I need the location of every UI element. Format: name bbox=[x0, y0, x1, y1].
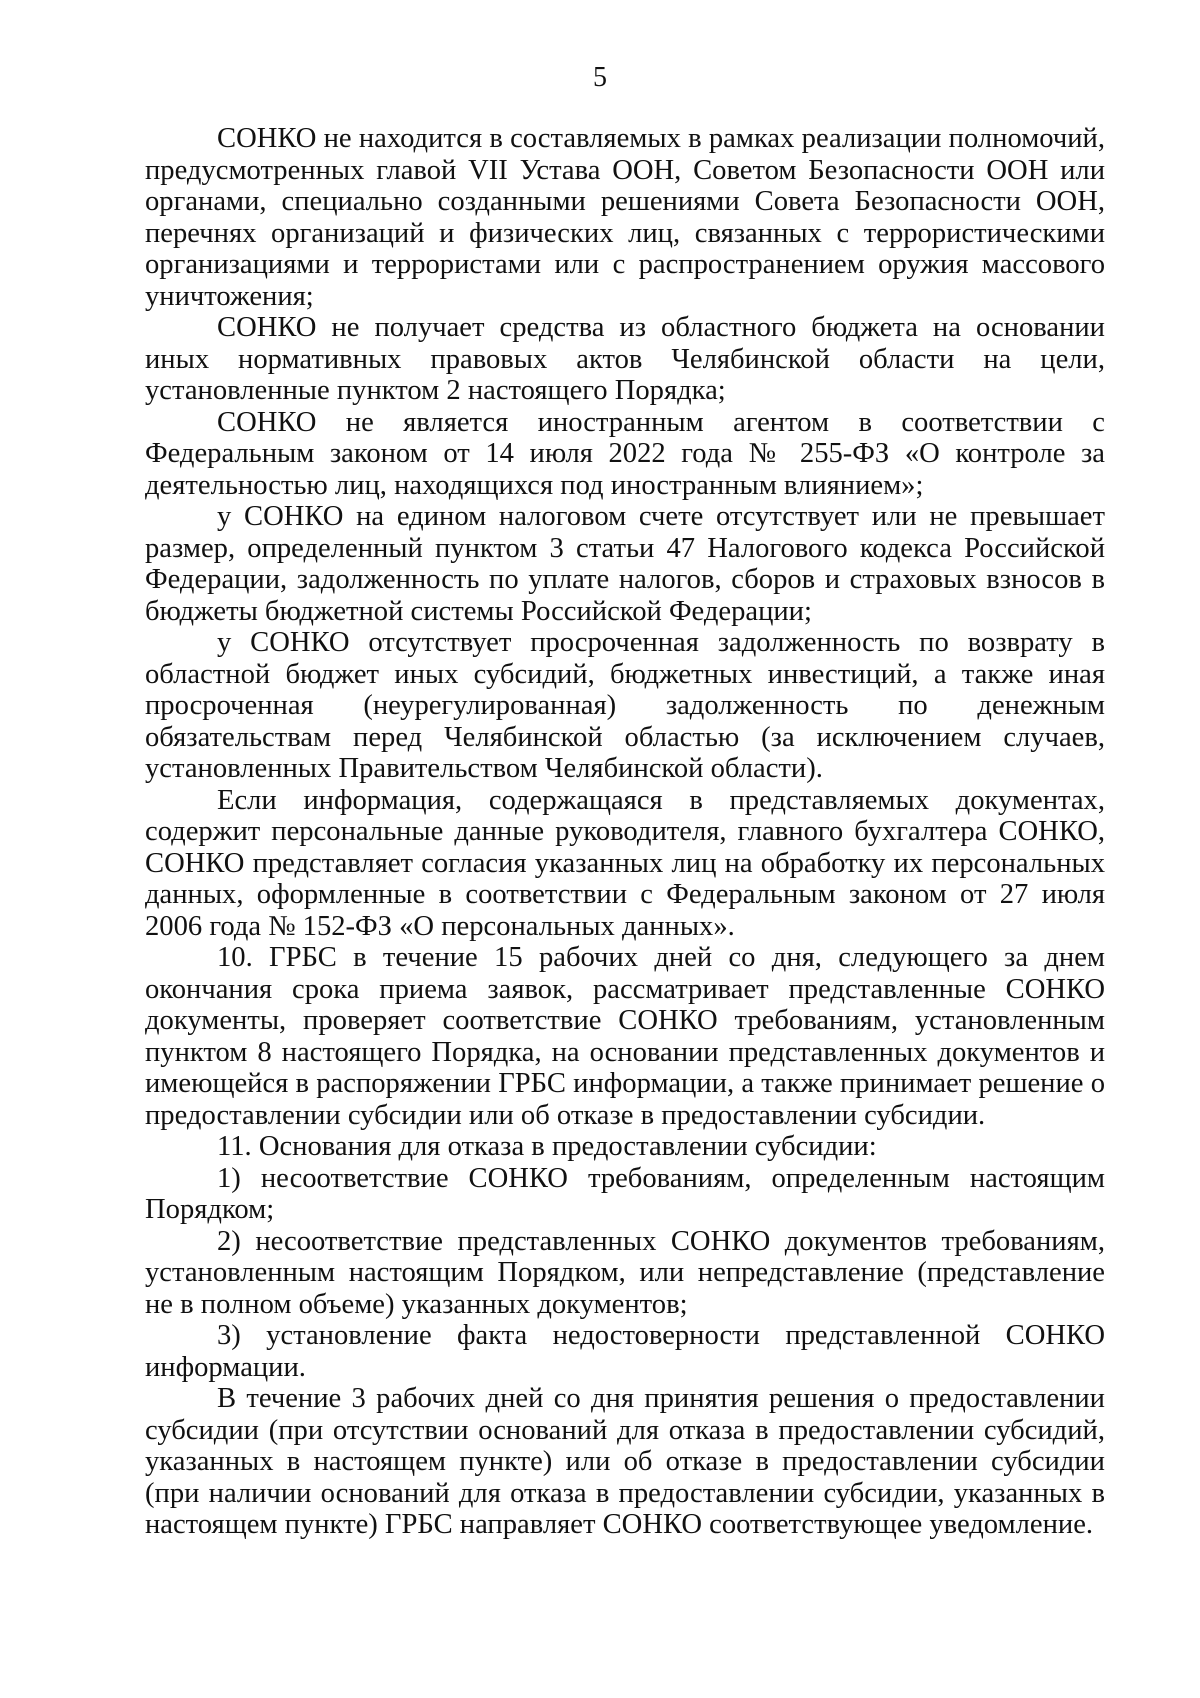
page-number: 5 bbox=[593, 62, 607, 93]
paragraph-not-foreign-agent: СОНКО не является иностранным агентом в соответствии с Федеральным законом от 14 июля 2022 года № 255-ФЗ «О контроле за деятельностью лиц, находящихся под иностранным влиянием»; bbox=[145, 406, 1105, 501]
document-body bbox=[145, 123, 1105, 1541]
paragraph-notification: В течение 3 рабочих дней со дня принятия решения о предоставлении субсидии (при отсутствии оснований для отказа в предоставлении субсидий, указанных в настоящем пункте) или об отказе в предоставлении субсидии (при наличии оснований для отказа в предоставлении субсидии, указанных в настоящем пункте) ГРБС направляет СОНКО соответствующее уведомление. bbox=[145, 1383, 1105, 1540]
paragraph-refusal-reason-3: 3) установление факта недостоверности представленной СОНКО информации. bbox=[145, 1320, 1105, 1383]
paragraph-item-11-heading: 11. Основания для отказа в предоставлении субсидии: bbox=[217, 1131, 877, 1162]
paragraph-no-other-regional-funds: СОНКО не получает средства из областного бюджета на основании иных нормативных правовых актов Челябинской области на цели, установленные пунктом 2 настоящего Порядка; bbox=[145, 312, 1105, 406]
paragraph-personal-data-consent: Если информация, содержащаяся в представляемых документах, содержит персональные данные руководителя, главного бухгалтера СОНКО, СОНКО представляет согласия указанных лиц на обработку их персональных данных, оформленные в соответствии с Федеральным законом от 27 июля 2006 года № 152-ФЗ «О персональных данных». bbox=[145, 784, 1105, 942]
paragraph-refusal-reason-2: 2) несоответствие представленных СОНКО документов требованиям, установленным настоящим Порядком, или непредставление (представление не в полном объеме) указанных документов; bbox=[145, 1225, 1105, 1320]
paragraph-no-overdue-debt: у СОНКО отсутствует просроченная задолженность по возврату в областной бюджет иных субсидий, бюджетных инвестиций, а также иная просроченная (неурегулированная) задолженность по денежным обязательствам перед Челябинской областью (за исключением случаев, установленных Правительством Челябинской области). bbox=[145, 627, 1105, 784]
paragraph-no-tax-debt: у СОНКО на едином налоговом счете отсутствует или не превышает размер, определенный пунктом 3 статьи 47 Налогового кодекса Российской Федерации, задолженность по уплате налогов, сборов и страховых взносов в бюджеты бюджетной системы Российской Федерации; bbox=[145, 501, 1105, 627]
paragraph-item-10-review: 10. ГРБС в течение 15 рабочих дней со дня, следующего за днем окончания срока приема заявок, рассматривает представленные СОНКО документы, проверяет соответствие СОНКО требованиям, установленным пунктом 8 настоящего Порядка, на основании представленных документов и имеющейся в распоряжении ГРБС информации, а также принимает решение о предоставлении субсидии или об отказе в предоставлении субсидии. bbox=[145, 942, 1105, 1131]
paragraph-refusal-reason-1: 1) несоответствие СОНКО требованиям, определенным настоящим Порядком; bbox=[145, 1162, 1105, 1225]
paragraph-not-on-un-lists: СОНКО не находится в составляемых в рамках реализации полномочий, предусмотренных главой VII Устава ООН, Советом Безопасности ООН или органами, специально созданными решениями Совета Безопасности ООН, перечнях организаций и физических лиц, связанных с террористическими организациями и террористами или с распространением оружия массового уничтожения; bbox=[145, 123, 1105, 312]
